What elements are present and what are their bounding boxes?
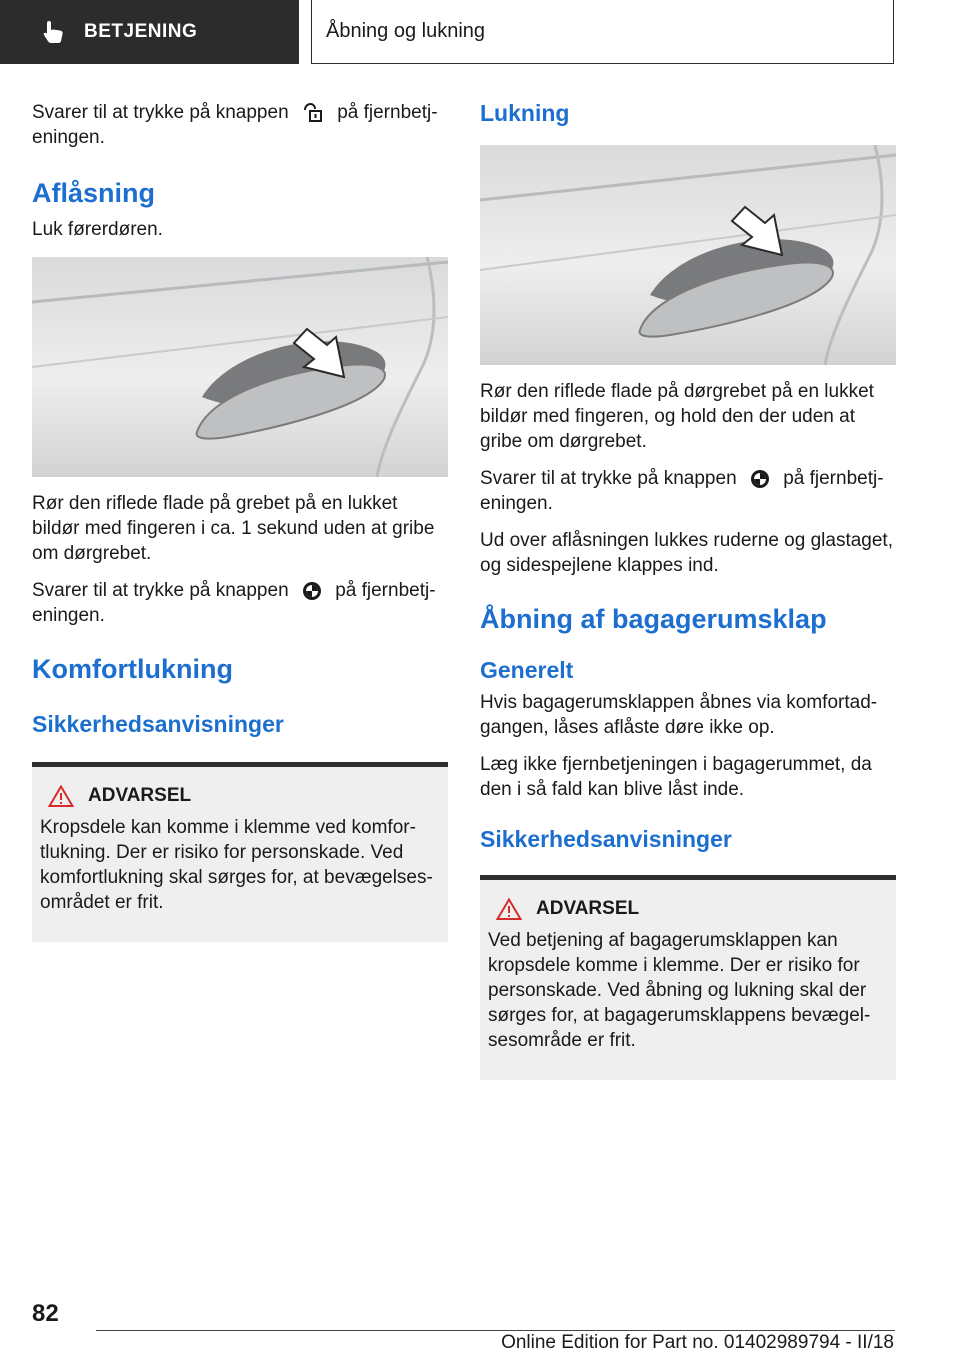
page-number: 82 — [32, 1300, 59, 1327]
door-handle-photo-lock — [480, 145, 896, 365]
intro-paragraph — [32, 100, 448, 150]
lukning-remote-after: på fjernbetj‐ eningen. — [480, 468, 884, 514]
door-handle-illustration — [32, 257, 448, 477]
lukning-remote-before: Svarer til at trykke på knappen — [480, 468, 737, 489]
intro-text-after: på fjernbetj‐ eningen. — [32, 102, 438, 148]
aflaasning-remote-after: på fjernbetj‐ eningen. — [32, 580, 436, 626]
warning-triangle-icon — [48, 785, 74, 807]
bagagerumsklap-heading: Åbning af bagagerumsklap — [480, 604, 827, 634]
left-column — [32, 100, 448, 942]
warning-text: Kropsdele kan komme i klemme ved komfor‐ tlukning. Der er risiko for personskade. Ved komfortlukning skal sørges for, at bevægelses‐ området er frit. — [40, 817, 433, 913]
warning-title-row — [40, 785, 440, 807]
warning-title: ADVARSEL — [88, 785, 192, 806]
warning-title: ADVARSEL — [536, 898, 640, 919]
bmw-lock-icon — [302, 581, 322, 601]
warning-box-left — [32, 762, 448, 942]
section-label: BETJENING — [84, 21, 198, 42]
sikkerhed-heading-left: Sikkerhedsanvisninger — [32, 711, 284, 737]
footer-divider — [96, 1330, 895, 1331]
pointing-hand-icon — [40, 18, 68, 46]
warning-triangle-icon — [496, 898, 522, 920]
right-column — [480, 100, 896, 1080]
chapter-title: Åbning og lukning — [326, 20, 486, 42]
aflaasning-description: Rør den riflede flade på grebet på en lukket bildør med fingeren i ca. 1 sekund uden at gribe om dørgrebet. — [32, 493, 435, 564]
door-handle-illustration — [480, 145, 896, 365]
warning-box-right — [480, 875, 896, 1080]
warning-text: Ved betjening af bagagerumsklappen kan kropsdele komme i klemme. Der er risiko for personskade. Ved åbning og lukning skal der sørges for, at bagagerumsklappens bevægel‐ sesområde er frit. — [488, 930, 871, 1051]
section-tab — [0, 0, 299, 64]
unlock-key-icon — [302, 102, 324, 124]
warning-title-row — [488, 898, 888, 920]
footer-edition: Online Edition for Part no. 01402989794 - II/18 — [501, 1332, 894, 1353]
generelt-text-1: Hvis bagagerumsklappen åbnes via komfortad‐ gangen, låses aflåste døre ikke op. — [480, 692, 878, 738]
door-handle-photo-unlock — [32, 257, 448, 477]
aflaasning-remote-before: Svarer til at trykke på knappen — [32, 580, 289, 601]
chapter-title-box — [311, 0, 894, 64]
lukning-extra: Ud over aflåsningen lukkes ruderne og glastaget, og sidespejlene klappes ind. — [480, 530, 893, 576]
intro-text-before: Svarer til at trykke på knappen — [32, 102, 289, 123]
sikkerhed-heading-right: Sikkerhedsanvisninger — [480, 826, 732, 852]
bmw-lock-icon — [750, 469, 770, 489]
generelt-heading: Generelt — [480, 657, 574, 683]
lukning-heading: Lukning — [480, 100, 570, 126]
lukning-description: Rør den riflede flade på dørgrebet på en lukket bildør med fingeren, og hold den der uden at gribe om dørgrebet. — [480, 381, 874, 452]
aflaasning-remote-paragraph — [32, 578, 448, 628]
komfortlukning-heading: Komfortlukning — [32, 654, 233, 684]
generelt-text-2: Læg ikke fjernbetjeningen i bagagerummet, da den i så fald kan blive låst inde. — [480, 754, 872, 800]
aflaasning-heading: Aflåsning — [32, 178, 156, 208]
aflaasning-text: Luk førerdøren. — [32, 219, 163, 240]
lukning-remote-paragraph — [480, 466, 896, 516]
